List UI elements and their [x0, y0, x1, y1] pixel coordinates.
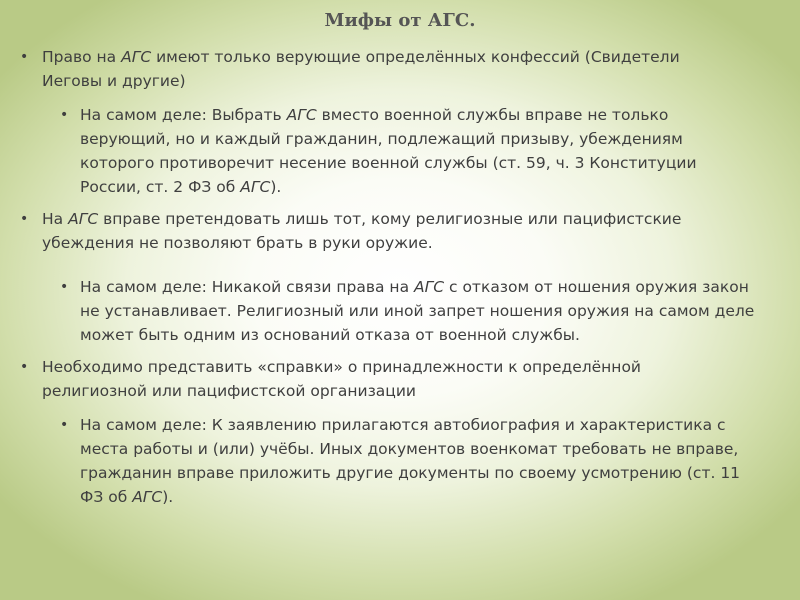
bullet-icon: •	[60, 107, 69, 123]
bullet-icon: •	[20, 211, 29, 227]
slide-title: Мифы от АГС.	[324, 10, 476, 31]
ags-term: АГС	[132, 488, 163, 506]
fact-3-text	[80, 416, 740, 506]
ags-term: АГС	[286, 106, 317, 124]
text-run: На	[42, 210, 69, 228]
myth-1-text	[42, 48, 680, 90]
fact-1	[18, 103, 760, 199]
bullet-icon: •	[60, 279, 69, 295]
bullet-icon: •	[20, 49, 29, 65]
fact-2-text	[80, 278, 754, 344]
ags-term: АГС	[121, 48, 152, 66]
text-run: ).	[270, 178, 282, 196]
slide-body	[18, 45, 788, 509]
text-run: На самом деле: Выбрать	[80, 106, 287, 124]
bullet-icon: •	[60, 417, 69, 433]
fact-2	[18, 275, 760, 347]
text-run: ).	[162, 488, 174, 506]
myth-1	[18, 45, 742, 93]
text-run: имеют только верующие определённых конфессий (Свидетели Иеговы и другие)	[42, 48, 680, 90]
text-run: вправе претендовать лишь тот, кому религиозные или пацифистские убеждения не позволяют брать в руки оружие.	[42, 210, 682, 252]
text-run: На самом деле: Никакой связи права на	[80, 278, 414, 296]
myth-3	[18, 355, 742, 403]
myth-2	[18, 207, 742, 255]
text-run: с отказом от ношения оружия закон не устанавливает. Религиозный или иной запрет ношения оружия на самом деле может быть одним из оснований отказа от военной службы.	[80, 278, 755, 344]
ags-term: АГС	[68, 210, 99, 228]
ags-term: АГС	[240, 178, 271, 196]
text-run: Право на	[42, 48, 122, 66]
text-run: На самом деле: К заявлению прилагаются автобиография и характеристика с места работы и (или) учёбы. Иных документов военкомат требовать не вправе, гражданин вправе приложить другие документы по своему усмотрению (ст. 11 ФЗ об	[80, 416, 741, 506]
myth-3-text: Необходимо представить «справки» о принадлежности к определённой религиозной или пацифистской организации	[42, 358, 641, 400]
fact-1-text	[80, 106, 697, 196]
bullet-icon: •	[20, 359, 29, 375]
ags-term: АГС	[414, 278, 445, 296]
text-run: вместо военной службы вправе не только верующий, но и каждый гражданин, подлежащий призыву, убеждениям которого противоречит несение военной службы (ст. 59, ч. 3 Конституции России, ст. 2 ФЗ об	[80, 106, 697, 196]
myth-2-text	[42, 210, 681, 252]
fact-3	[18, 413, 760, 509]
